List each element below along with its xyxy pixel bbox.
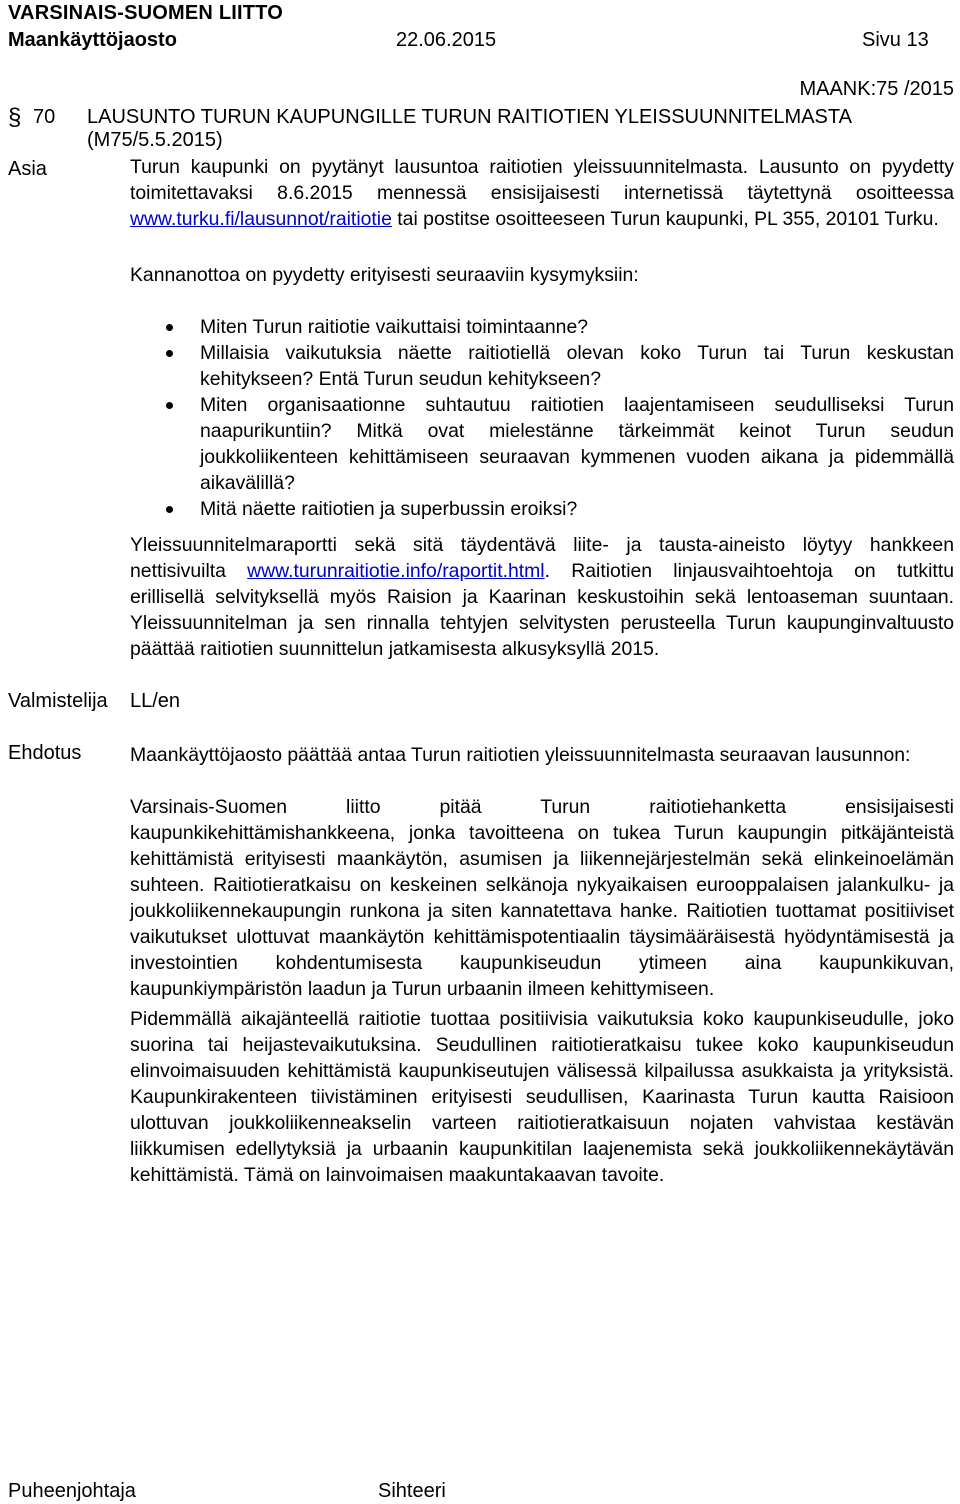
valmistelija-value: LL/en bbox=[130, 690, 181, 712]
question-item: Miten Turun raitiotie vaikuttaisi toimintaanne? bbox=[130, 314, 954, 340]
asia-intro bbox=[130, 154, 954, 232]
signature-chair: Puheenjohtaja bbox=[8, 1480, 136, 1502]
link-turku-lausunnot[interactable]: www.turku.fi/lausunnot/raitiotie bbox=[130, 208, 392, 230]
meeting-date: 22.06.2015 bbox=[396, 29, 497, 51]
report-paragraph bbox=[130, 532, 954, 662]
ehdotus-paragraph-2: Pidemmällä aikajänteellä raitiotie tuottaa positiivisia vaikutuksia koko kaupunkiseudulle, joko suorina tai heijastevaikutuksina. Seudullinen raitiotieratkaisu tukee koko kaupunkiseudun elinvoimaisuuden kehittämistä kaupunkiseutujen välisessä kilpailussa asukkaista ja yrityksistä. Kaupunkirakenteen tiivistäminen erityisesti seudullisen, Kaarinasta Turun kautta Raisioon ulottuvan joukkoliikenneakselin varteen raitiotieratkaisuun nojaten vahvistaa kestävän liikkumisen edellytyksiä ja urbaanin kaupunkitilan laajenemista sekä joukkoliikennekäytävän kehittämistä. Tämä on lainvoimaisen maakuntakaavan tavoite. bbox=[130, 1008, 954, 1186]
item-title: LAUSUNTO TURUN KAUPUNGILLE TURUN RAITIOTIEN YLEISSUUNNITELMASTA (M75/5.5.2015) bbox=[87, 106, 851, 151]
bullet-icon bbox=[166, 350, 173, 357]
question-item: Miten organisaationne suhtautuu raitiotien laajentamiseen seudulliseksi Turun naapurikuntiin? Mitkä ovat mielestänne tärkeimmät keinot Turun seudun joukkoliikenteen kehittämiseen seuraavan kymmenen vuoden aikana ja pidemmällä aikavälillä? bbox=[130, 392, 954, 496]
ehdotus-paragraph-1: Varsinais-Suomen liitto pitää Turun raitiotiehanketta ensisijaisesti kaupunkikehittämishankkeena, jonka tavoitteena on tukea Turun kaupungin pitkäjänteistä kehittämistä erityisesti maankäytön, asumisen ja liikennejärjestelmän sekä elinkeinoelämän suhteen. Raitiotieratkaisu on keskeinen selkänoja nykyaikaisen eurooppalaisen jalankulku- ja joukkoliikennekaupungin runkona ja siten kannatettava hanke. Raitiotien tuottamat positiiviset vaikutukset ulottuvat maankäytön kehittämispotentiaalin täysimääräisestä hyödyntämisestä ja investointien kohdentumisesta kaupunkiseudun ytimeen aina kaupunkikuvan, kaupunkiympäristön laadun ja Turun urbaanin ilmeen kehittymiseen. bbox=[130, 796, 954, 1000]
signature-secretary: Sihteeri bbox=[378, 1480, 446, 1502]
bullet-icon bbox=[166, 506, 173, 513]
question-item: Millaisia vaikutuksia näette raitiotiellä olevan koko Turun tai Turun keskustan kehitykseen? Entä Turun seudun kehitykseen? bbox=[130, 340, 954, 392]
label-ehdotus: Ehdotus bbox=[8, 742, 82, 764]
paragraph-sign-icon: § bbox=[8, 104, 22, 131]
label-valmistelija: Valmistelija bbox=[8, 690, 108, 712]
ehdotus-lead: Maankäyttöjaosto päättää antaa Turun raitiotien yleissuunnitelmasta seuraavan lausunnon: bbox=[130, 744, 911, 766]
asia-intro-text: Turun kaupunki on pyytänyt lausuntoa raitiotien yleissuunnitelmasta. Lausunto on pyydetty toimitettavaksi 8.6.2015 mennessä ensisijaisesti internetissä täytettynä osoitteessa bbox=[130, 156, 954, 204]
link-turunraitiotie-raportit[interactable]: www.turunraitiotie.info/raportit.html bbox=[247, 560, 545, 582]
page-number: Sivu 13 bbox=[862, 29, 929, 51]
report-tail: . Raitiotien linjausvaihtoehtoja on tutkittu erillisellä selvityksellä myös Raision ja Kaarinan keskustoihin sekä lentoaseman suuntaan. Yleissuunnitelman ja sen rinnalla tehtyjen selvitysten perusteella Turun kaupunginvaltuusto päättää raitiotien suunnittelun jatkamisesta alkusyksyllä 2015. bbox=[130, 560, 954, 660]
bullet-icon bbox=[166, 324, 173, 331]
label-asia: Asia bbox=[8, 158, 47, 180]
organization-name: VARSINAIS-SUOMEN LIITTO bbox=[8, 2, 283, 24]
asia-intro-tail: tai postitse osoitteeseen Turun kaupunki, PL 355, 20101 Turku. bbox=[391, 208, 939, 230]
bullet-icon bbox=[166, 402, 173, 409]
report-text: Yleissuunnitelmaraportti sekä sitä täydentävä liite- ja tausta-aineisto löytyy hankkeen nettisivuilta bbox=[130, 534, 954, 582]
department-name: Maankäyttöjaosto bbox=[8, 29, 177, 51]
question-list bbox=[130, 314, 954, 522]
reference-number: MAANK:75 /2015 bbox=[799, 78, 954, 100]
questions-intro: Kannanottoa on pyydetty erityisesti seuraaviin kysymyksiin: bbox=[130, 264, 639, 286]
question-item: Mitä näette raitiotien ja superbussin eroiksi? bbox=[130, 496, 954, 522]
item-number: 70 bbox=[33, 106, 56, 128]
